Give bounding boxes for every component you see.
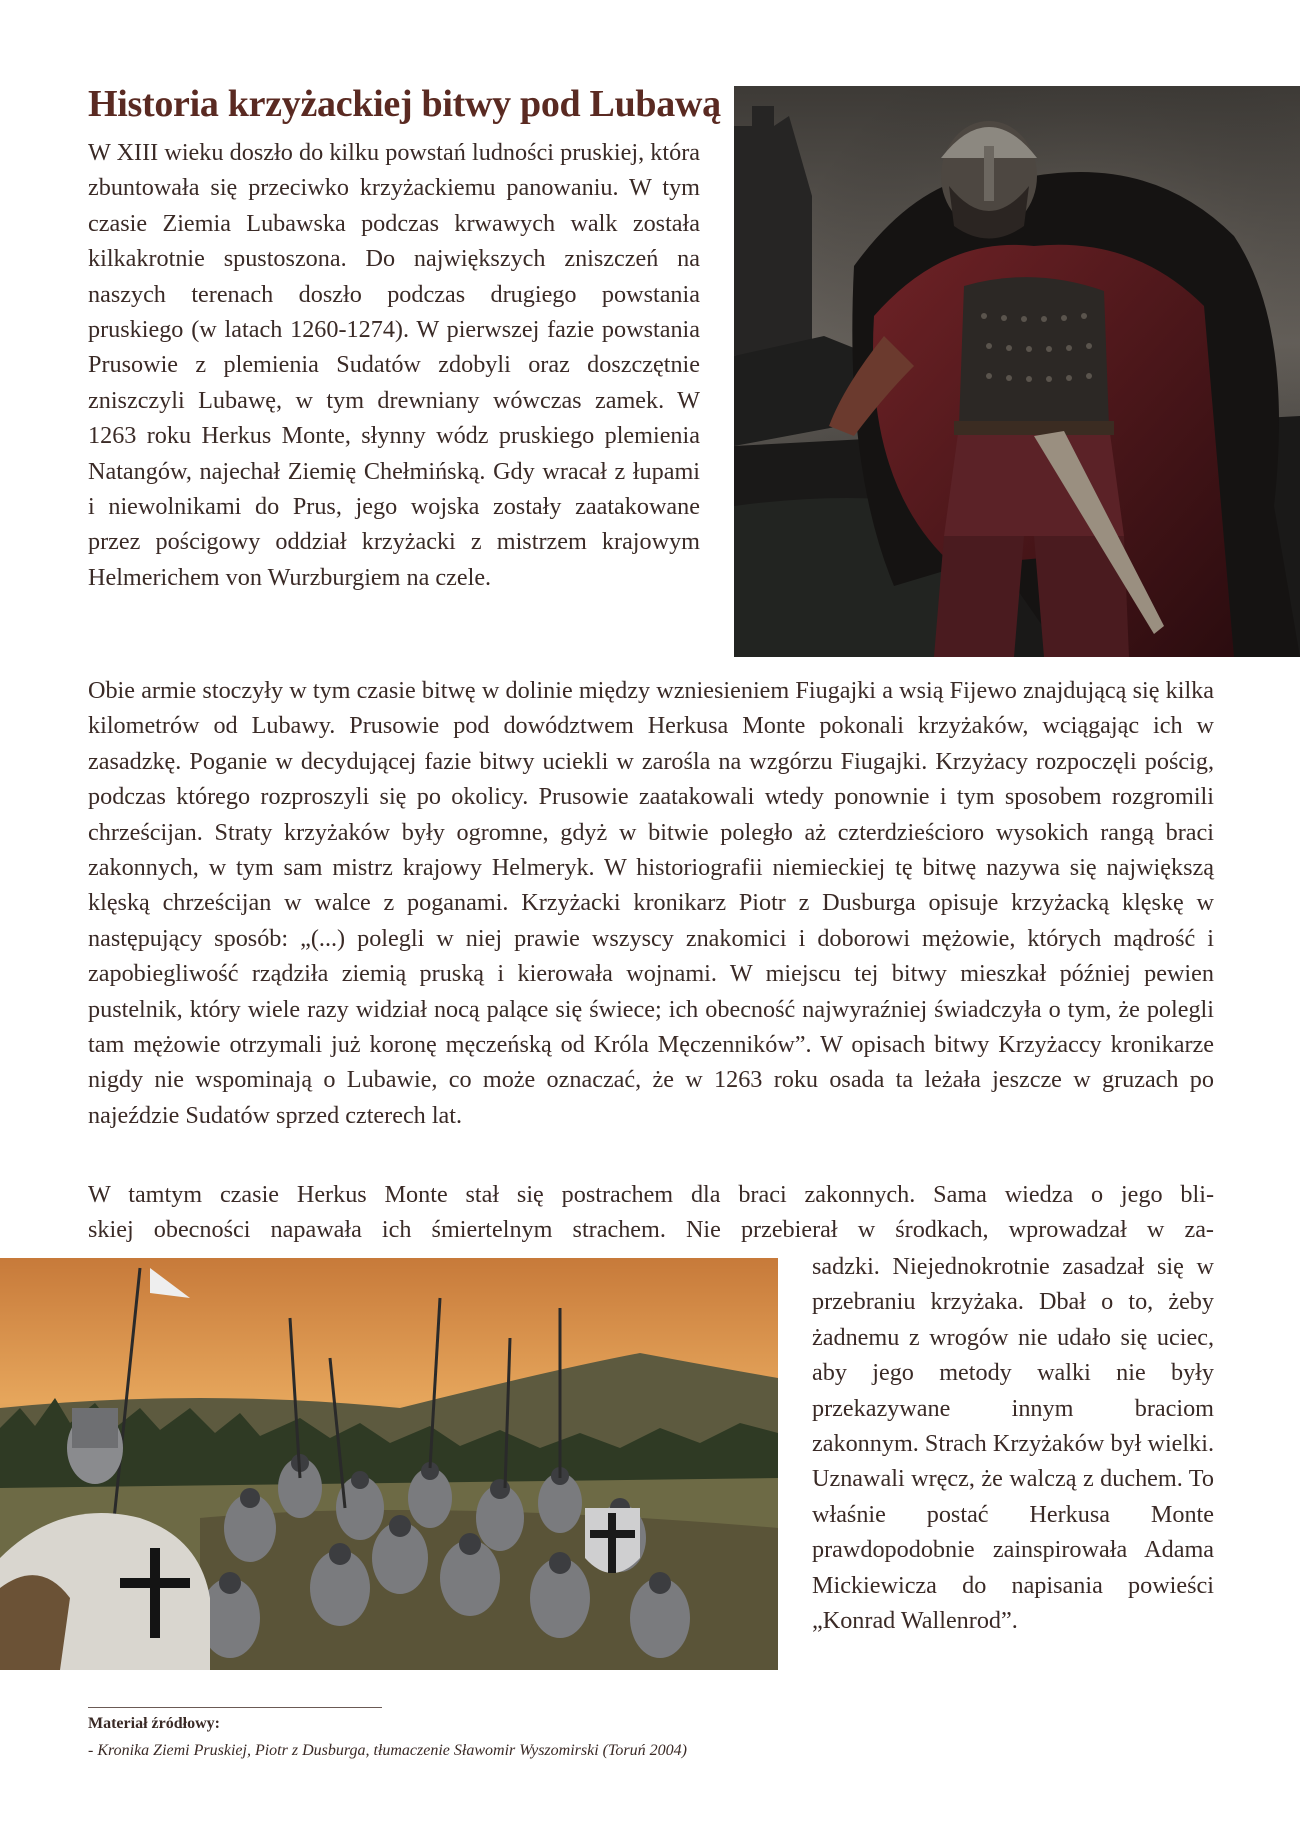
- article-title: Historia krzyżackiej bitwy pod Lubawą: [88, 83, 721, 125]
- paragraph-2: Obie armie stoczyły w tym czasie bitwę w dolinie między wzniesieniem Fiugajki a wsią Fijewo znajdującą się kilka kilometrów od Lubawy. Prusowie pod dowództwem Herkusa Monte pokonali krzyżaków, wciągając ich w zasadzkę. Poganie w decydującej fazie bitwy uciekli w zarośla na wzgórzu Fiugajki. Krzyżacy rozpoczęli pościg, podczas którego rozproszyli się po okolicy. Prusowie zaatakowali wtedy ponownie i tym sposobem rozgromili chrześcijan. Straty krzyżaków były ogromne, gdyż w bitwie poległo aż czterdzieścioro wysokich rangą braci zakonnych, w tym sam mistrz krajowy Helmeryk. W historiografii niemieckiej tę bitwę nazywa się największą klęską chrześcijan w walce z poganami. Krzyżacki kronikarz Piotr z Dusburga opisuje krzyżacką klęskę w następujący sposób: „(...) polegli w niej prawie wszyscy znakomici i doborowi mężowie, których mądrość i zapobiegliwość rządziła ziemią pruską i kierowała wojnami. W miejscu tej bitwy mieszkał później pewien pustelnik, który wiele razy widział nocą palące się świece; ich obecność najwyraźniej świadczyła o tym, że polegli tam mężowie otrzymali już koronę męczeńską od Króla Męczenników”. W opisach bitwy Krzyżaccy kronikarze nigdy nie wspominają o Lubawie, co może oznaczać, że w 1263 roku osada ta leżała jeszcze w gruzach po najeździe Sudatów sprzed czterech lat.: [88, 677, 1214, 1129]
- warrior-illustration: [734, 86, 1300, 657]
- sources-heading: Materiał źródłowy:: [88, 1715, 220, 1732]
- battle-illustration: [0, 1258, 778, 1670]
- paragraph-1: W XIII wieku doszło do kilku powstań ludności pruskiej, która zbuntowała się przeciwko krzyżackiemu panowaniu. W tym czasie Ziemia Lubawska podczas krwawych walk została kilkakrotnie spustoszona. Do największych zniszczeń na naszych terenach doszło podczas drugiego powstania pruskiego (w latach 1260-1274). W pierwszej fazie powstania Prusowie z plemienia Sudatów zdobyli oraz doszczętnie zniszczyli Lubawę, w tym drewniany wówczas zamek. W 1263 roku Herkus Monte, słynny wódz pruskiego plemienia Natangów, najechał Ziemię Chełmińską. Gdy wracał z łupami i niewolnikami do Prus, jego wojska zostały zaatakowane przez pościgowy oddział krzyżacki z mistrzem krajowym Helmerichem von Wurzburgiem na czele.: [88, 139, 700, 591]
- paragraph-3-intro: [88, 1177, 1214, 1247]
- sources-divider: [88, 1707, 382, 1708]
- sources-item: - Kronika Ziemi Pruskiej, Piotr z Dusburga, tłumaczenie Sławomir Wyszomirski (Toruń 2004): [88, 1742, 687, 1759]
- paragraph-3-line-1: W tamtym czasie Herkus Monte stał się postrachem dla braci zakonnych. Sama wiedza o jego bli-: [88, 1181, 1214, 1208]
- paragraph-3-continued: sadzki. Niejednokrotnie zasadzał się w przebraniu krzyżaka. Dbał o to, żeby żadnemu z wrogów nie udało się uciec, aby jego metody walki nie były przekazywane innym braciom zakonnym. Strach Krzyżaków był wielki. Uznawali wręcz, że walczą z duchem. To właśnie postać Herkusa Monte prawdopodobnie zainspirowała Adama Mickiewicza do napisania powieści „Konrad Wallenrod”.: [812, 1253, 1214, 1635]
- paragraph-3-line-2: skiej obecności napawała ich śmiertelnym strachem. Nie przebierał w środkach, wprowadzał w za-: [88, 1216, 1214, 1244]
